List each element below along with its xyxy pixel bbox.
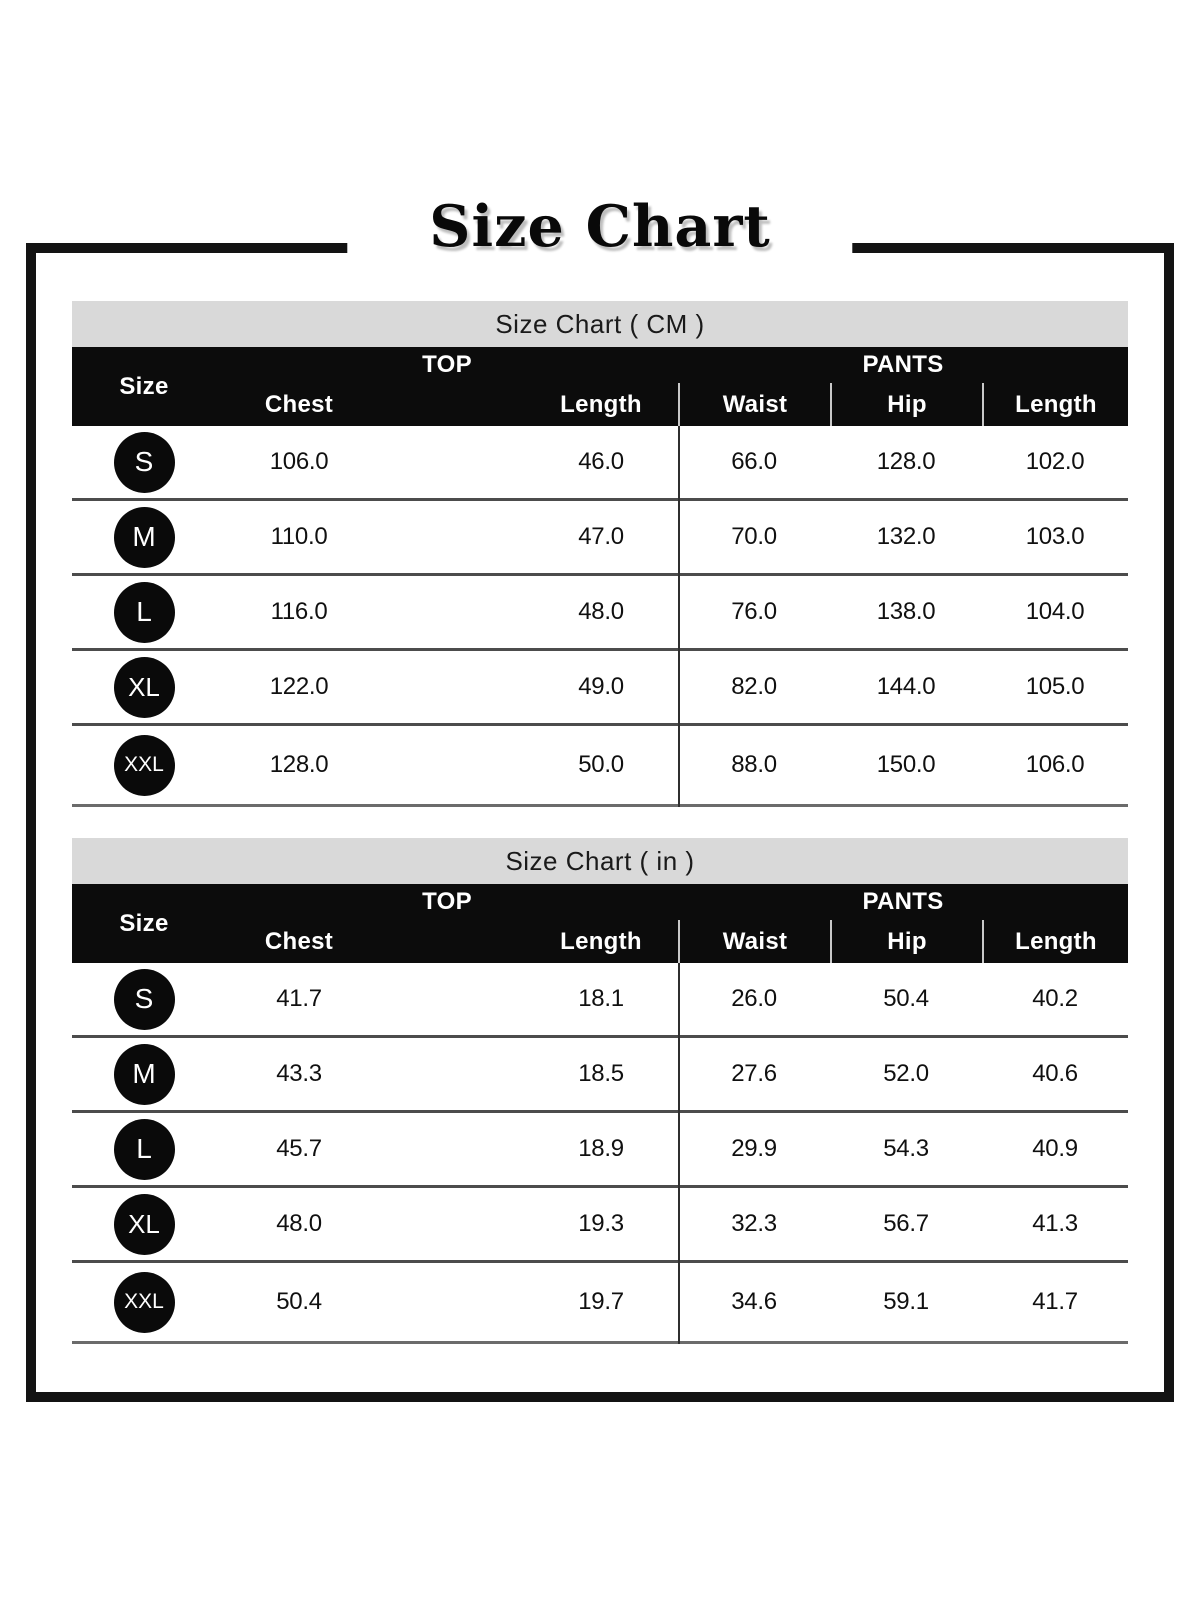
cell-pants-length: 102.0 (1025, 448, 1085, 475)
table-row-m (72, 1038, 1128, 1113)
size-badge-label: M (114, 1044, 175, 1105)
cell-top-length: 46.0 (578, 448, 624, 475)
top-pants-divider (678, 963, 680, 1344)
size-badge-label: S (114, 969, 175, 1030)
size-badge (72, 735, 216, 796)
page-title: Size Chart (347, 196, 852, 258)
cell-chest: 48.0 (276, 1210, 322, 1237)
cell-top-length: 19.7 (578, 1288, 624, 1315)
size-badge (72, 969, 216, 1030)
size-badge (72, 1194, 216, 1255)
size-badge (72, 507, 216, 568)
cell-hip: 50.4 (883, 985, 929, 1012)
table-title-in: Size Chart ( in ) (72, 838, 1128, 884)
col-header-hip: Hip (830, 383, 982, 426)
table-row-l (72, 576, 1128, 651)
group-header-top: TOP (422, 888, 472, 915)
cell-waist: 34.6 (731, 1288, 777, 1315)
cell-hip: 128.0 (876, 448, 936, 475)
cell-hip: 150.0 (876, 751, 936, 778)
col-header-pants-length: Length (982, 920, 1128, 963)
size-badge (72, 1044, 216, 1105)
size-badge (72, 432, 216, 493)
table-header-in (72, 884, 1128, 963)
cell-chest: 41.7 (276, 985, 322, 1012)
col-header-chest: Chest (264, 390, 334, 418)
size-badge-label: L (114, 582, 175, 643)
cell-waist: 70.0 (731, 523, 777, 550)
col-header-waist: Waist (678, 383, 830, 426)
cell-waist: 76.0 (731, 598, 777, 625)
top-pants-divider (678, 426, 680, 807)
group-header-pants: PANTS (862, 351, 944, 378)
cell-waist: 66.0 (731, 448, 777, 475)
table-row-xl (72, 1188, 1128, 1263)
cell-chest: 106.0 (269, 448, 329, 475)
size-badge-label: XXL (114, 1272, 175, 1333)
cell-pants-length: 40.9 (1032, 1135, 1078, 1162)
table-row-s (72, 426, 1128, 501)
col-header-size: Size (119, 909, 169, 937)
cell-top-length: 50.0 (578, 751, 624, 778)
table-row-s (72, 963, 1128, 1038)
cell-top-length: 47.0 (578, 523, 624, 550)
cell-chest: 122.0 (269, 673, 329, 700)
size-badge-label: XL (114, 1194, 175, 1255)
cell-waist: 26.0 (731, 985, 777, 1012)
size-table-cm (72, 301, 1128, 807)
col-header-waist: Waist (678, 920, 830, 963)
table-header-cm (72, 347, 1128, 426)
table-row-xl (72, 651, 1128, 726)
cell-waist: 32.3 (731, 1210, 777, 1237)
cell-top-length: 48.0 (578, 598, 624, 625)
table-body-in (72, 963, 1128, 1344)
cell-chest: 50.4 (276, 1288, 322, 1315)
col-header-size: Size (119, 372, 169, 400)
table-title-cm: Size Chart ( CM ) (72, 301, 1128, 347)
table-row-xxl (72, 726, 1128, 807)
size-badge-label: M (114, 507, 175, 568)
cell-waist: 27.6 (731, 1060, 777, 1087)
cell-top-length: 18.1 (578, 985, 624, 1012)
cell-chest: 45.7 (276, 1135, 322, 1162)
cell-chest: 128.0 (269, 751, 329, 778)
table-row-m (72, 501, 1128, 576)
cell-chest: 43.3 (276, 1060, 322, 1087)
cell-pants-length: 40.2 (1032, 985, 1078, 1012)
cell-hip: 52.0 (883, 1060, 929, 1087)
size-badge (72, 657, 216, 718)
size-badge-label: XXL (114, 735, 175, 796)
cell-pants-length: 103.0 (1025, 523, 1085, 550)
cell-chest: 116.0 (270, 598, 328, 625)
cell-hip: 138.0 (876, 598, 936, 625)
cell-hip: 54.3 (883, 1135, 929, 1162)
cell-top-length: 49.0 (578, 673, 624, 700)
cell-pants-length: 40.6 (1032, 1060, 1078, 1087)
table-row-l (72, 1113, 1128, 1188)
cell-pants-length: 41.7 (1032, 1288, 1078, 1315)
cell-pants-length: 104.0 (1025, 598, 1085, 625)
group-header-pants: PANTS (862, 888, 944, 915)
table-row-xxl (72, 1263, 1128, 1344)
col-header-top-length: Length (560, 390, 642, 418)
table-body-cm (72, 426, 1128, 807)
cell-hip: 56.7 (883, 1210, 929, 1237)
cell-waist: 88.0 (731, 751, 777, 778)
size-table-in (72, 838, 1128, 1344)
size-badge-label: L (114, 1119, 175, 1180)
size-badge (72, 1272, 216, 1333)
col-header-chest: Chest (264, 927, 334, 955)
group-header-top: TOP (422, 351, 472, 378)
cell-top-length: 18.5 (578, 1060, 624, 1087)
size-badge-label: S (114, 432, 175, 493)
cell-chest: 110.0 (270, 523, 328, 550)
size-badge-label: XL (114, 657, 175, 718)
cell-pants-length: 105.0 (1025, 673, 1085, 700)
cell-pants-length: 106.0 (1025, 751, 1085, 778)
cell-pants-length: 41.3 (1032, 1210, 1078, 1237)
cell-hip: 59.1 (883, 1288, 929, 1315)
cell-top-length: 19.3 (578, 1210, 624, 1237)
col-header-pants-length: Length (982, 383, 1128, 426)
cell-waist: 29.9 (731, 1135, 777, 1162)
size-badge (72, 582, 216, 643)
col-header-top-length: Length (560, 927, 642, 955)
cell-hip: 132.0 (876, 523, 936, 550)
cell-waist: 82.0 (731, 673, 777, 700)
col-header-hip: Hip (830, 920, 982, 963)
cell-top-length: 18.9 (578, 1135, 624, 1162)
cell-hip: 144.0 (876, 673, 936, 700)
size-badge (72, 1119, 216, 1180)
